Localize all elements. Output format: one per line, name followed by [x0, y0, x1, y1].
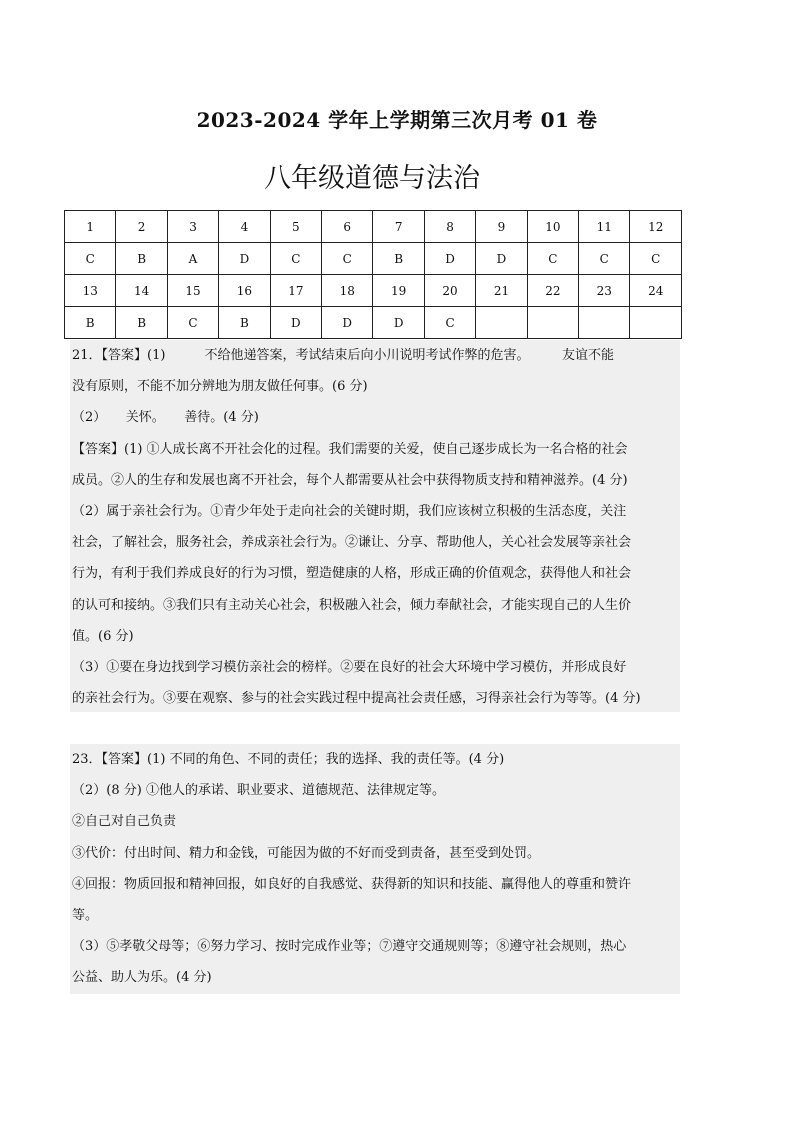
answer-letter-cell: C — [527, 243, 578, 275]
question-number-cell: 22 — [527, 275, 578, 307]
answer-text-line: 【答案】(1) ①人成长离不开社会化的过程。我们需要的关爱，使自己逐步成长为一名合格的社会 — [72, 441, 628, 457]
answer-letter-cell: C — [322, 243, 373, 275]
answer-text-line: ④回报：物质回报和精神回报，如良好的自我感觉、获得新的知识和技能、赢得他人的尊重和赞许 — [72, 876, 632, 892]
answer-letter-row — [65, 307, 682, 339]
answer-text-line: （3）①要在身边找到学习模仿亲社会的榜样。②要在良好的社会大环境中学习模仿，并形成良好 — [72, 660, 627, 676]
answer-letter-row — [65, 243, 682, 275]
question-number-cell: 23 — [579, 275, 630, 307]
answer-letter-cell: C — [630, 243, 682, 275]
answer-text-line: ②自己对自己负责 — [72, 814, 177, 830]
answer-text-line: 公益、助人为乐。(4 分) — [72, 970, 212, 986]
answer-table — [64, 210, 682, 339]
answer-letter-cell: B — [65, 307, 116, 339]
answer-letter-cell: D — [476, 243, 527, 275]
answer-letter-cell: C — [270, 243, 321, 275]
question-number-cell: 14 — [116, 275, 167, 307]
answer-text-line: （2） 关怀。 善待。(4 分) — [72, 410, 259, 426]
answer-letter-cell — [579, 307, 630, 339]
answer-text-line: 的亲社会行为。③要在观察、参与的社会实践过程中提高社会责任感，习得亲社会行为等等。(4 分) — [72, 691, 641, 707]
question-number-cell: 12 — [630, 211, 682, 243]
question-number-cell: 9 — [476, 211, 527, 243]
answer-letter-cell — [527, 307, 578, 339]
subject-title: 八年级道德与法治 — [264, 163, 480, 194]
answer-text-line: 等。 — [72, 908, 99, 924]
question-number-cell: 4 — [219, 211, 270, 243]
answer-letter-cell: D — [373, 307, 424, 339]
question-number-row — [65, 211, 682, 243]
question-number-cell: 16 — [219, 275, 270, 307]
answer-text-line: 23．【答案】(1) 不同的角色、不同的责任；我的选择、我的责任等。(4 分) — [72, 752, 505, 767]
answer-text-line: 社会，了解社会，服务社会，养成亲社会行为。②谦让、分享、帮助他人，关心社会发展等亲社会 — [72, 535, 632, 551]
answer-letter-cell: D — [322, 307, 373, 339]
question-number-cell: 6 — [322, 211, 373, 243]
answer-text-line: （2）属于亲社会行为。①青少年处于走向社会的关键时期，我们应该树立积极的生活态度，关注 — [72, 504, 627, 520]
question-number-cell: 24 — [630, 275, 682, 307]
question-number-cell: 11 — [579, 211, 630, 243]
question-number-cell: 8 — [424, 211, 475, 243]
answer-text-line: 没有原则，不能不加分辨地为朋友做任何事。(6 分) — [72, 379, 368, 395]
question-number-cell: 17 — [270, 275, 321, 307]
answer-text-line: （2）(8 分) ①他人的承诺、职业要求、道德规范、法律规定等。 — [72, 783, 445, 799]
answer-letter-cell: D — [219, 243, 270, 275]
answer-section-21-22 — [70, 340, 680, 712]
question-number-cell: 19 — [373, 275, 424, 307]
answer-letter-cell: B — [116, 243, 167, 275]
answer-text-line: 行为，有利于我们养成良好的行为习惯，塑造健康的人格，形成正确的价值观念，获得他人和社会 — [72, 566, 632, 582]
answer-text-line: ③代价：付出时间、精力和金钱，可能因为做的不好而受到责备，甚至受到处罚。 — [72, 845, 541, 861]
question-number-cell: 21 — [476, 275, 527, 307]
answer-letter-cell: B — [373, 243, 424, 275]
question-number-cell: 13 — [65, 275, 116, 307]
answer-section-23 — [70, 744, 680, 994]
question-number-cell: 18 — [322, 275, 373, 307]
question-number-cell: 2 — [116, 211, 167, 243]
answer-letter-cell: B — [116, 307, 167, 339]
answer-text-line: （3）⑤孝敬父母等；⑥努力学习、按时完成作业等；⑦遵守交通规则等；⑧遵守社会规则，热心 — [72, 939, 627, 955]
question-number-cell: 7 — [373, 211, 424, 243]
answer-text-line: 的认可和接纳。③我们只有主动关心社会，积极融入社会，倾力奉献社会，才能实现自己的人生价 — [72, 597, 632, 613]
question-number-cell: 20 — [424, 275, 475, 307]
answer-text-line: 值。(6 分) — [72, 628, 134, 644]
answer-letter-cell: C — [579, 243, 630, 275]
answer-letter-cell: C — [65, 243, 116, 275]
question-number-cell: 1 — [65, 211, 116, 243]
question-number-row — [65, 275, 682, 307]
answer-letter-cell: D — [424, 243, 475, 275]
answer-letter-cell — [476, 307, 527, 339]
answer-letter-cell: C — [167, 307, 218, 339]
answer-text-line: 成员。②人的生存和发展也离不开社会，每个人都需要从社会中获得物质支持和精神滋养。(4 分) — [72, 472, 628, 488]
question-number-cell: 3 — [167, 211, 218, 243]
answer-letter-cell: A — [167, 243, 218, 275]
question-number-cell: 5 — [270, 211, 321, 243]
answer-letter-cell: C — [424, 307, 475, 339]
answer-letter-cell: B — [219, 307, 270, 339]
exam-title: 2023-2024 学年上学期第三次月考 01 卷 — [196, 108, 598, 132]
answer-letter-cell: D — [270, 307, 321, 339]
answer-letter-cell — [630, 307, 682, 339]
answer-text-line: 21．【答案】(1) 不给他递答案，考试结束后向小川说明考试作弊的危害。 友谊不能 — [72, 348, 614, 363]
question-number-cell: 15 — [167, 275, 218, 307]
question-number-cell: 10 — [527, 211, 578, 243]
